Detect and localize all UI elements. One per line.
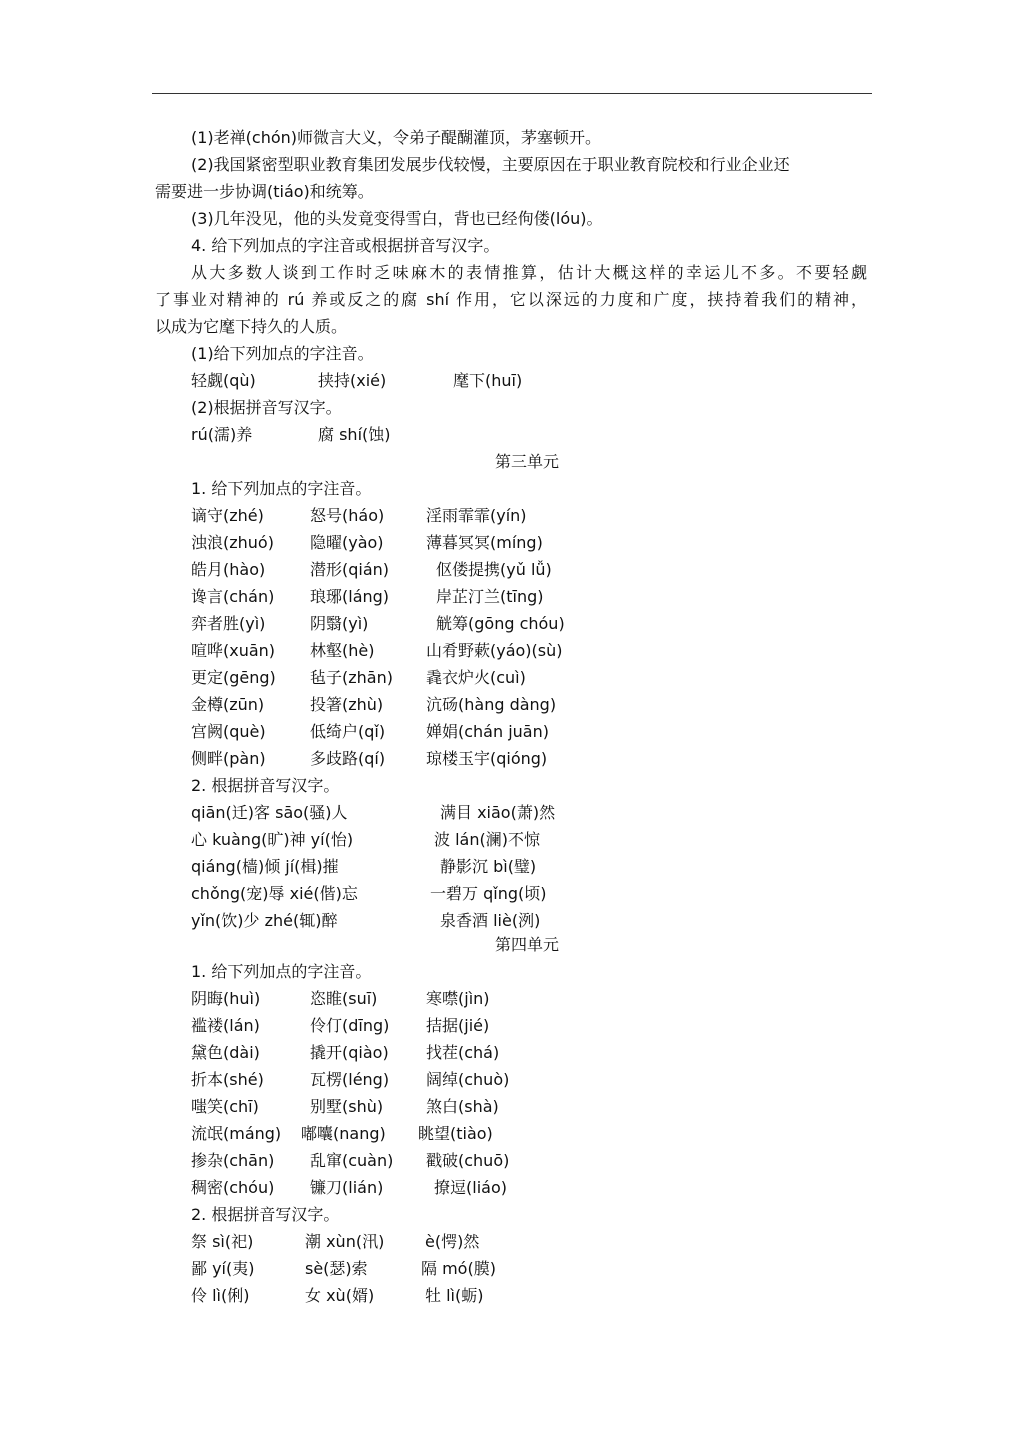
sentence-1: (1)老禅(chón)师微言大义，令弟子醍醐灌顶，茅塞顿开。: [191, 128, 602, 147]
unit3-q2-title: 2. 根据拼音写汉字。: [191, 776, 340, 795]
pinyin-item: 琅琊(láng): [310, 587, 390, 606]
header-rule: [152, 93, 872, 94]
hanzi-item: qiáng(樯)倾 jí(楫)摧: [191, 857, 339, 876]
hanzi-item: qiān(迁)客 sāo(骚)人: [191, 803, 348, 822]
pinyin-item: 别墅(shù): [310, 1097, 384, 1116]
q4-1-item: 轻觑(qù): [191, 371, 256, 390]
pinyin-item: 弈者胜(yì): [191, 614, 266, 633]
pinyin-item: 毡子(zhān): [310, 668, 393, 687]
hanzi-item: 波 lán(澜)不惊: [434, 830, 540, 849]
pinyin-item: 金樽(zūn): [191, 695, 265, 714]
hanzi-item: è(愕)然: [425, 1232, 480, 1251]
sentence-2-cont: 需要进一步协调(tiáo)和统筹。: [155, 182, 374, 201]
hanzi-item: 泉香酒 liè(洌): [440, 911, 541, 930]
hanzi-item: yǐn(饮)少 zhé(辄)醉: [191, 911, 338, 930]
hanzi-item: 隔 mó(膜): [421, 1259, 496, 1278]
sentence-2: (2)我国紧密型职业教育集团发展步伐较慢，主要原因在于职业教育院校和行业企业还: [191, 155, 790, 174]
q4-2-item: rú(濡)养: [191, 425, 253, 444]
pinyin-item: 镰刀(lián): [310, 1178, 384, 1197]
pinyin-item: 婵娟(chán juān): [426, 722, 549, 741]
pinyin-item: 稠密(chóu): [191, 1178, 275, 1197]
q4-1-title: (1)给下列加点的字注音。: [191, 344, 374, 363]
pinyin-item: 毳衣炉火(cuì): [426, 668, 526, 687]
hanzi-item: 静影沉 bì(璧): [440, 857, 537, 876]
pinyin-item: 皓月(hào): [191, 560, 266, 579]
pinyin-item: 宫阙(què): [191, 722, 266, 741]
passage-line-3: 以成为它麾下持久的人质。: [155, 317, 348, 336]
pinyin-item: 谪守(zhé): [191, 506, 264, 525]
pinyin-item: 潜形(qián): [310, 560, 390, 579]
pinyin-item: 煞白(shà): [426, 1097, 499, 1116]
pinyin-item: 找茬(chá): [426, 1043, 500, 1062]
pinyin-item: 岸芷汀兰(tīng): [436, 587, 544, 606]
pinyin-item: 喧哗(xuān): [191, 641, 276, 660]
pinyin-item: 阔绰(chuò): [426, 1070, 510, 1089]
hanzi-item: 女 xù(婿): [305, 1286, 375, 1305]
pinyin-item: 眺望(tiào): [418, 1124, 493, 1143]
passage-line-2: 了事业对精神的 rú 养或反之的腐 shí 作用，它以深远的力度和广度，挟持着我们的精神，: [155, 290, 867, 309]
hanzi-item: 牡 lì(蛎): [425, 1286, 484, 1305]
pinyin-item: 怒号(háo): [310, 506, 385, 525]
q4-2-title: (2)根据拼音写汉字。: [191, 398, 342, 417]
pinyin-item: 阴晦(huì): [191, 989, 261, 1008]
pinyin-item: 褴褛(lán): [191, 1016, 260, 1035]
pinyin-item: 折本(shé): [191, 1070, 264, 1089]
pinyin-item: 掺杂(chān): [191, 1151, 275, 1170]
pinyin-item: 浊浪(zhuó): [191, 533, 274, 552]
hanzi-item: sè(瑟)索: [305, 1259, 368, 1278]
hanzi-item: 祭 sì(祀): [191, 1232, 254, 1251]
pinyin-item: 瓦楞(léng): [310, 1070, 390, 1089]
pinyin-item: 撩逗(liáo): [434, 1178, 507, 1197]
pinyin-item: 投箸(zhù): [310, 695, 384, 714]
pinyin-item: 伛偻提携(yǔ lǚ): [436, 560, 552, 579]
hanzi-item: chǒng(宠)辱 xié(偕)忘: [191, 884, 358, 903]
pinyin-item: 伶仃(dīng): [310, 1016, 390, 1035]
hanzi-item: 伶 lì(俐): [191, 1286, 250, 1305]
pinyin-item: 沆砀(hàng dàng): [426, 695, 557, 714]
pinyin-item: 拮据(jié): [426, 1016, 490, 1035]
q4-1-item: 挟持(xié): [318, 371, 387, 390]
pinyin-item: 觥筹(gōng chóu): [436, 614, 565, 633]
pinyin-item: 隐曜(yào): [310, 533, 384, 552]
pinyin-item: 流氓(máng): [191, 1124, 282, 1143]
pinyin-item: 乱窜(cuàn): [310, 1151, 394, 1170]
pinyin-item: 阴翳(yì): [310, 614, 369, 633]
q4-1-item: 麾下(huī): [453, 371, 523, 390]
pinyin-item: 淫雨霏霏(yín): [426, 506, 527, 525]
pinyin-item: 更定(gēng): [191, 668, 276, 687]
pinyin-item: 林壑(hè): [310, 641, 375, 660]
q4-2-item: 腐 shí(蚀): [318, 425, 391, 444]
pinyin-item: 寒噤(jìn): [426, 989, 490, 1008]
pinyin-item: 黛色(dài): [191, 1043, 260, 1062]
pinyin-item: 戳破(chuō): [426, 1151, 510, 1170]
pinyin-item: 侧畔(pàn): [191, 749, 266, 768]
pinyin-item: 低绮户(qǐ): [310, 722, 386, 741]
unit4-q1-title: 1. 给下列加点的字注音。: [191, 962, 372, 981]
passage-line-1: 从大多数人谈到工作时乏味麻木的表情推算，估计大概这样的幸运儿不多。不要轻觑: [191, 263, 867, 282]
question-4-title: 4. 给下列加点的字注音或根据拼音写汉字。: [191, 236, 500, 255]
hanzi-item: 心 kuàng(旷)神 yí(怡): [191, 830, 354, 849]
hanzi-item: 一碧万 qǐng(顷): [430, 884, 547, 903]
pinyin-item: 嘟囔(nang): [301, 1124, 386, 1143]
hanzi-item: 满目 xiāo(萧)然: [440, 803, 556, 822]
unit4-heading: 第四单元: [495, 935, 560, 954]
unit3-heading: 第三单元: [495, 452, 560, 471]
unit4-q2-title: 2. 根据拼音写汉字。: [191, 1205, 340, 1224]
pinyin-item: 琼楼玉宇(qióng): [426, 749, 548, 768]
pinyin-item: 薄暮冥冥(míng): [426, 533, 543, 552]
pinyin-item: 嗤笑(chī): [191, 1097, 259, 1116]
sentence-3: (3)几年没见，他的头发竟变得雪白，背也已经佝偻(lóu)。: [191, 209, 603, 228]
pinyin-item: 山肴野蔌(yáo)(sù): [426, 641, 563, 660]
pinyin-item: 撬开(qiào): [310, 1043, 389, 1062]
pinyin-item: 谗言(chán): [191, 587, 275, 606]
hanzi-item: 鄙 yí(夷): [191, 1259, 255, 1278]
hanzi-item: 潮 xùn(汛): [305, 1232, 385, 1251]
pinyin-item: 恣睢(suī): [310, 989, 378, 1008]
unit3-q1-title: 1. 给下列加点的字注音。: [191, 479, 372, 498]
pinyin-item: 多歧路(qí): [310, 749, 386, 768]
